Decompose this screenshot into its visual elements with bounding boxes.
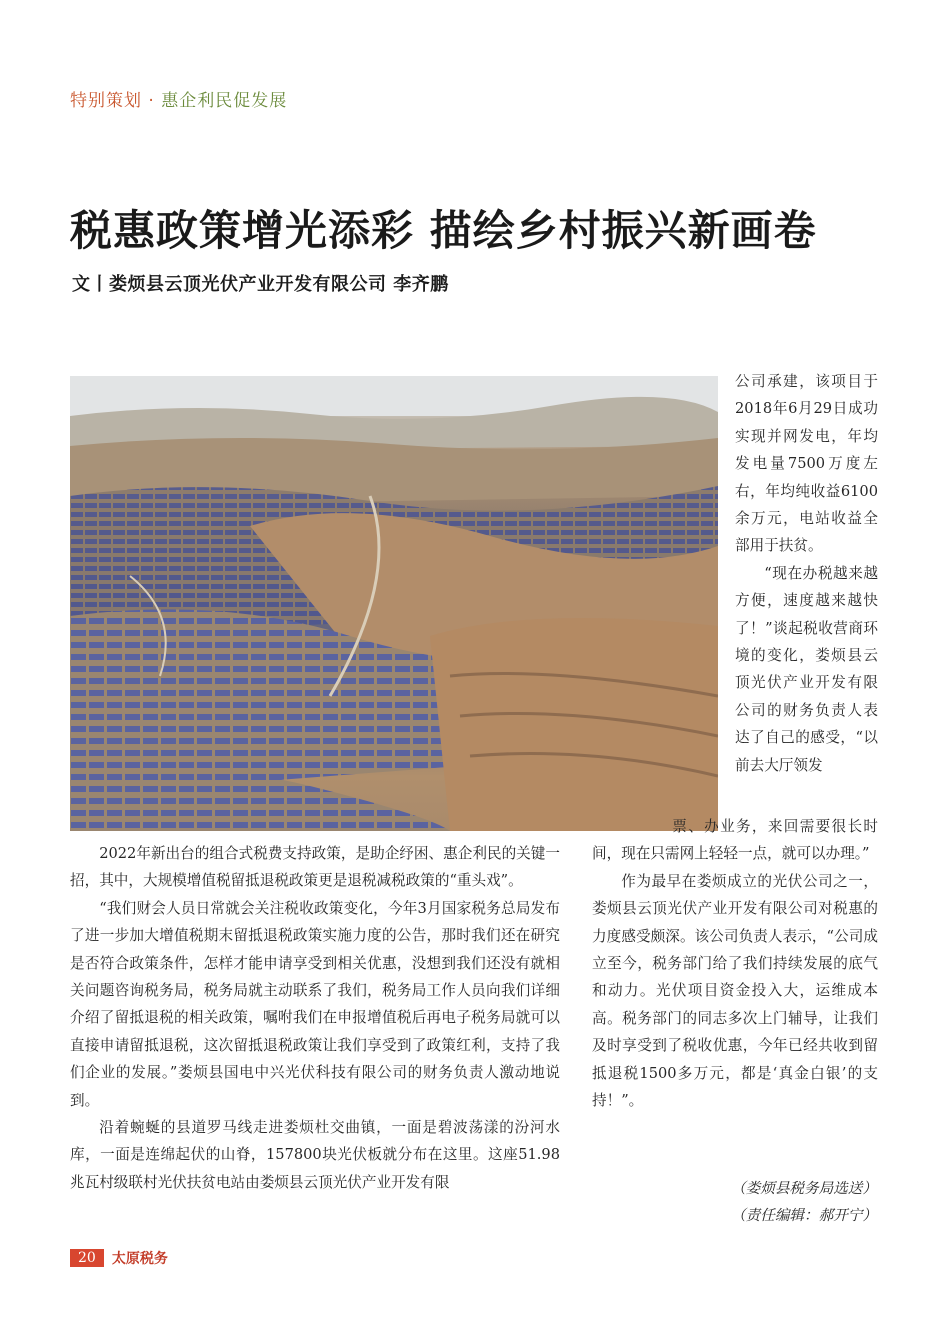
solar-farm-illustration <box>70 376 718 831</box>
article-byline: 文丨娄烦县云顶光伏产业开发有限公司 李齐鹏 <box>72 274 449 295</box>
subsection-label: 惠企利民促发展 <box>161 91 288 111</box>
right-column-top-text <box>735 368 878 779</box>
solar-farm-aerial-photo <box>70 376 718 831</box>
left-column-bottom-text <box>70 840 560 1196</box>
page-number-badge: 20 <box>70 1249 104 1267</box>
article-credits <box>731 1175 877 1229</box>
paragraph: “现在办税越来越方便，速度越来越快了！”谈起税收营商环境的变化，娄烦县云顶光伏产业开发有限公司的财务负责人表达了自己的感受，“以前去大厅领发 <box>735 564 878 774</box>
paragraph: 2022年新出台的组合式税费支持政策，是助企纾困、惠企利民的关键一招，其中，大规模增值税留抵退税政策更是退税减税政策的“重头戏”。 <box>70 845 560 890</box>
paragraph: “我们财会人员日常就会关注税收政策变化，今年3月国家税务总局发布了进一步加大增值税期末留抵退税政策实施力度的公告，那时我们还在研究是否符合政策条件，怎样才能申请享受到相关优惠，没想到我们还没有就相关问题咨询税务局，税务局就主动联系了我们，税务局工作人员向我们详细介绍了留抵退税的相关政策，嘱咐我们在申报增值税后再电子税务局就可以直接申请留抵退税，这次留抵退税政策让我们享受到了政策红利，支持了我们企业的发展。”娄烦县国电中兴光伏科技有限公司的财务负责人激动地说到。 <box>70 899 560 1109</box>
paragraph: 公司承建，该项目于2018年6月29日成功实现并网发电，年均发电量7500万度左右，年均纯收益6100余万元，电站收益全部用于扶贫。 <box>735 373 878 555</box>
paragraph-continuation: 票、办业务，来回需要很长时间，现在只需网上轻轻一点，就可以办理。” <box>592 818 878 863</box>
editor-note: （责任编辑：郝开宁） <box>731 1207 877 1224</box>
paragraph: 沿着蜿蜒的县道罗马线走进娄烦杜交曲镇，一面是碧波荡漾的汾河水库，一面是连绵起伏的山脊，157800块光伏板就分布在这里。这座51.98兆瓦村级联村光伏扶贫电站由娄烦县云顶光伏产业开发有限 <box>70 1119 560 1191</box>
magazine-name: 太原税务 <box>111 1251 168 1267</box>
paragraph: 作为最早在娄烦成立的光伏公司之一，娄烦县云顶光伏产业开发有限公司对税惠的力度感受颇深。该公司负责人表示，“公司成立至今，税务部门给了我们持续发展的底气和动力。光伏项目资金投入大，运维成本高。税务部门的同志多次上门辅导，让我们及时享受到了税收优惠，今年已经共收到留抵退税1500多万元，都是‘真金白银’的支持！”。 <box>592 872 878 1110</box>
section-separator: · <box>148 91 155 111</box>
right-column-bottom-text <box>592 813 878 1114</box>
section-label: 特别策划 <box>70 91 142 111</box>
page-footer <box>70 1247 168 1269</box>
article-title: 税惠政策增光添彩 描绘乡村振兴新画卷 <box>70 206 817 255</box>
section-header <box>70 86 287 111</box>
source-note: （娄烦县税务局选送） <box>731 1180 877 1197</box>
